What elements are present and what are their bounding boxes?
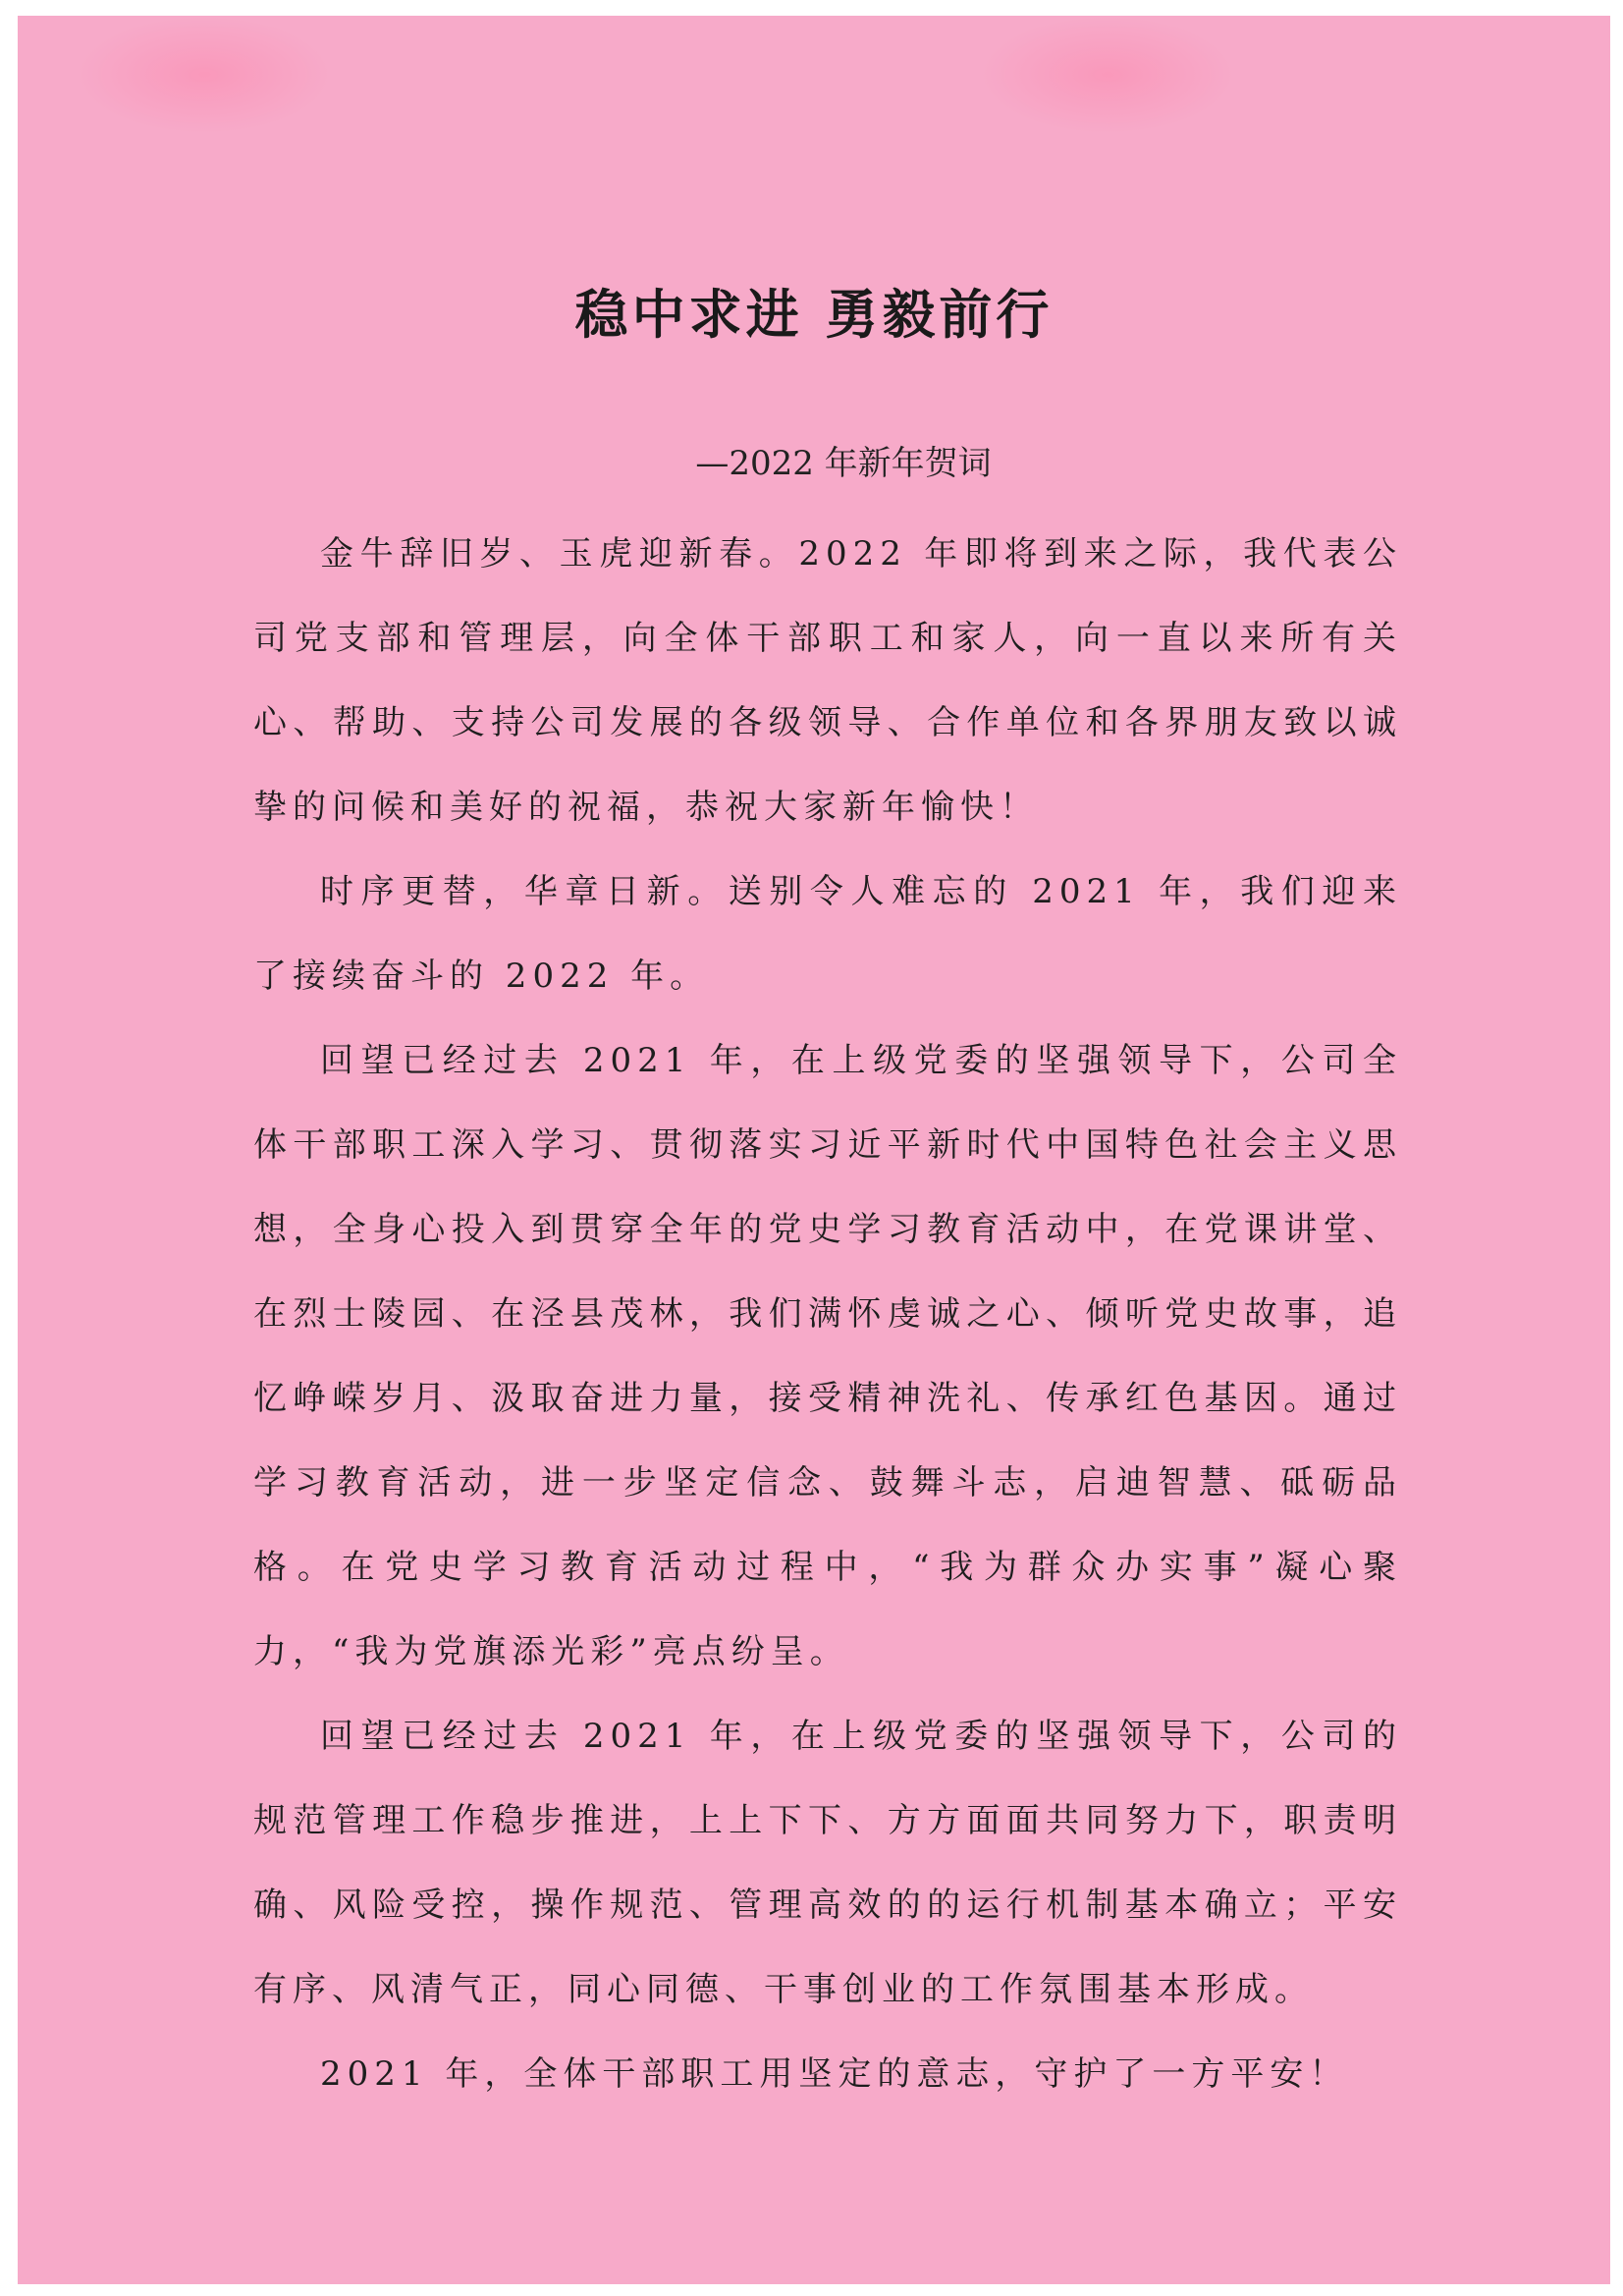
- paragraph-greeting: 金牛辞旧岁、玉虎迎新春。2022 年即将到来之际，我代表公司党支部和管理层，向全体干部职工和家人，向一直以来所有关心、帮助、支持公司发展的各级领导、合作单位和各界朋友致以诚挚的问候和美好的祝福，恭祝大家新年愉快！: [253, 534, 1402, 827]
- paragraph-management: 回望已经过去 2021 年，在上级党委的坚强领导下，公司的规范管理工作稳步推进，上上下下、方方面面共同努力下，职责明确、风险受控，操作规范、管理高效的的运行机制基本确立；平安有序、风清气正，同心同德、干事创业的工作氛围基本形成。: [253, 1717, 1402, 2009]
- scan-smudge-right: [980, 16, 1235, 134]
- document-subtitle: —2022 年新年贺词: [695, 444, 992, 483]
- document-body: [253, 512, 1402, 2116]
- paragraph-party-history: 回望已经过去 2021 年，在上级党委的坚强领导下，公司全体干部职工深入学习、贯彻落实习近平新时代中国特色社会主义思想，全身心投入到贯穿全年的党史学习教育活动中，在党课讲堂、在烈士陵园、在泾县茂林，我们满怀虔诚之心、倾听党史故事，追忆峥嵘岁月、汲取奋进力量，接受精神洗礼、传承红色基因。通过学习教育活动，进一步坚定信念、鼓舞斗志，启迪智慧、砥砺品格。在党史学习教育活动过程中，“我为群众办实事”凝心聚力，“我为党旗添光彩”亮点纷呈。: [253, 1041, 1402, 1671]
- paragraph-transition: 时序更替，华章日新。送别令人难忘的 2021 年，我们迎来了接续奋斗的 2022 年。: [253, 872, 1402, 996]
- document-title: 稳中求进 勇毅前行: [574, 283, 1054, 346]
- scan-smudge-left: [77, 16, 332, 134]
- document-page: [18, 16, 1610, 2284]
- paragraph-safety: 2021 年，全体干部职工用坚定的意志，守护了一方平安！: [320, 2054, 1349, 2094]
